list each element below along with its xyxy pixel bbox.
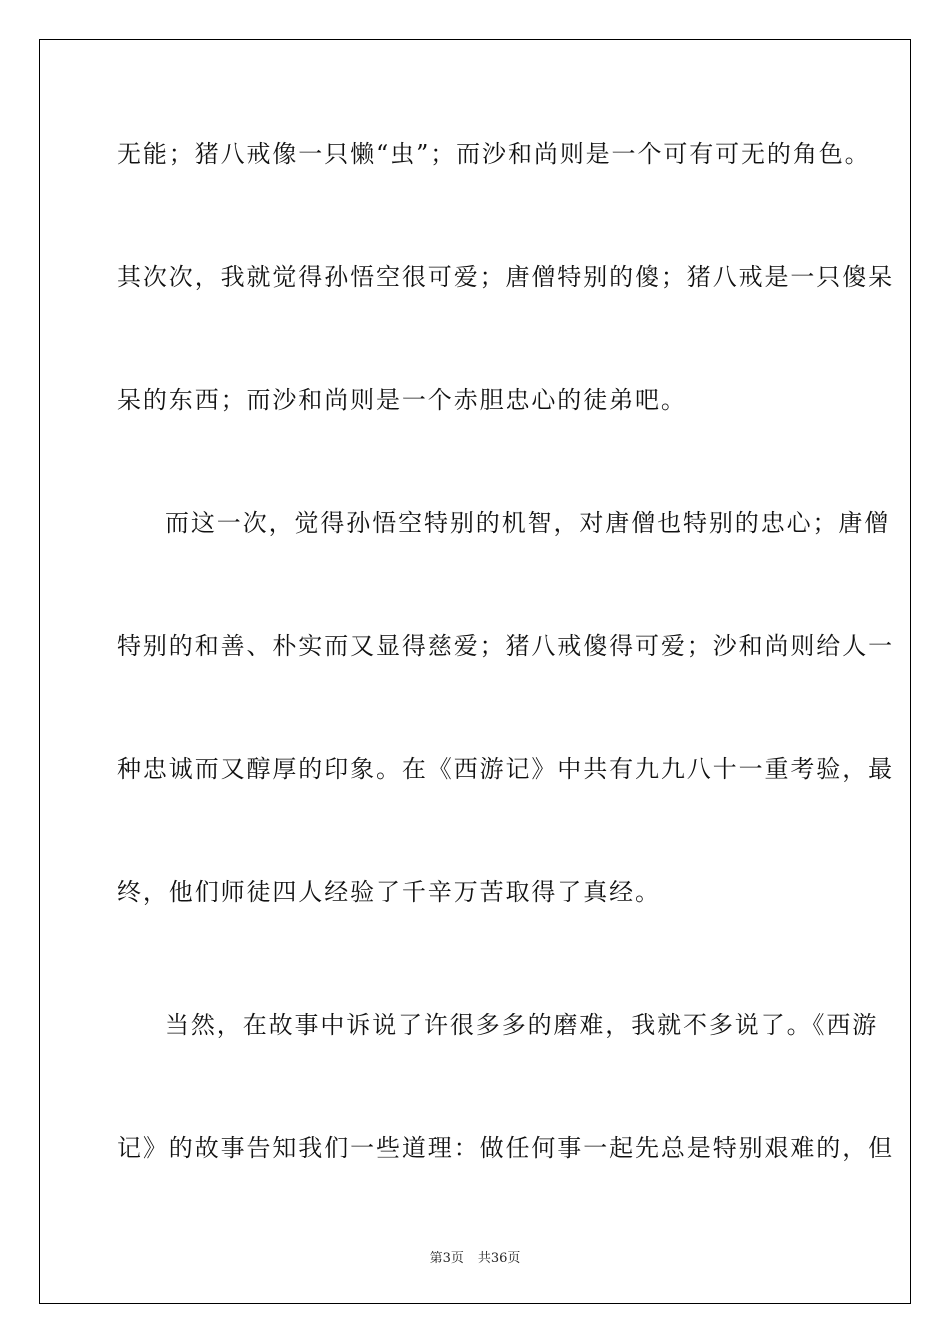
body-line-1: 无能；猪八戒像一只懒“虫”；而沙和尚则是一个可有可无的角色。: [117, 140, 871, 168]
body-line-7: 终，他们师徒四人经验了千辛万苦取得了真经。: [117, 878, 661, 906]
page-total: 共36页: [477, 1251, 521, 1266]
body-line-3: 呆的东西；而沙和尚则是一个赤胆忠心的徒弟吧。: [117, 386, 687, 414]
page-footer: [0, 1247, 950, 1266]
body-line-2: 其次次，我就觉得孙悟空很可爱；唐僧特别的傻；猪八戒是一只傻呆: [117, 263, 894, 291]
body-line-6: 种忠诚而又醇厚的印象。在《西游记》中共有九九八十一重考验，最: [117, 755, 894, 783]
page-number: 第3页: [429, 1251, 464, 1266]
body-line-9: 记》的故事告知我们一些道理：做任何事一起先总是特别艰难的，但: [117, 1134, 894, 1162]
body-line-4-paragraph-start: 而这一次，觉得孙悟空特别的机智，对唐僧也特别的忠心；唐僧: [165, 509, 891, 537]
body-line-5: 特别的和善、朴实而又显得慈爱；猪八戒傻得可爱；沙和尚则给人一: [117, 632, 894, 660]
page-border: [39, 39, 911, 1304]
body-line-8-paragraph-start: 当然，在故事中诉说了许很多多的磨难，我就不多说了。《西游: [165, 1011, 879, 1039]
